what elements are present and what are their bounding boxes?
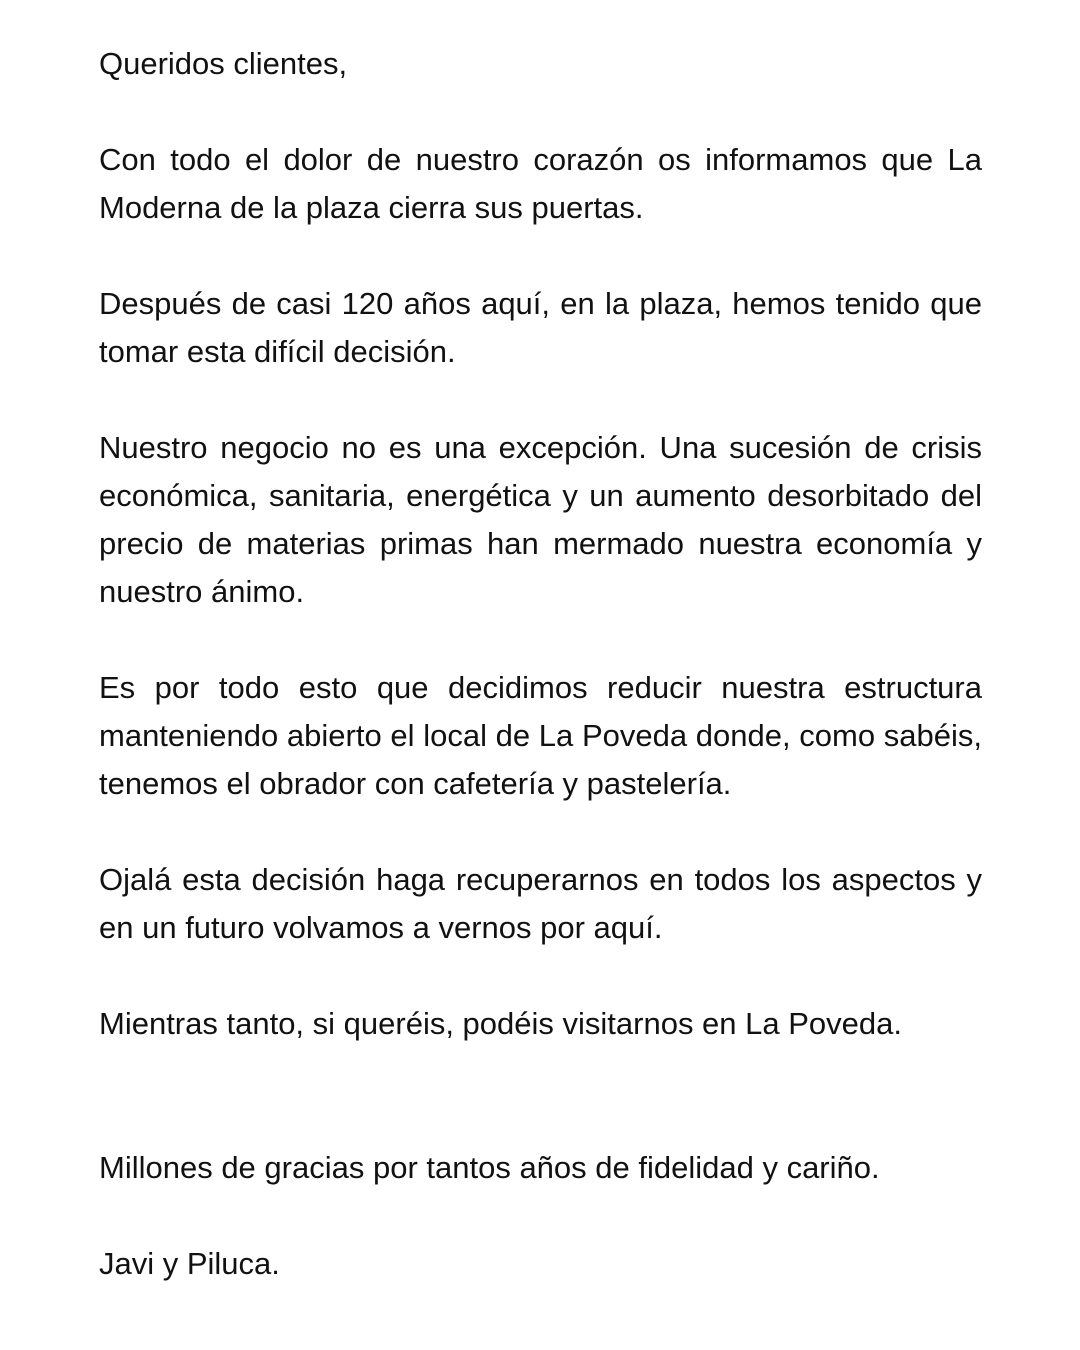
letter-signature: Javi y Piluca. (99, 1246, 280, 1281)
letter-paragraph-crisis: Nuestro negocio no es una excepción. Una sucesión de crisis económica, sanitaria, energética y un aumento desorbitado del precio de materias primas han mermado nuestra economía y nuestro ánimo. (99, 430, 982, 609)
letter-paragraph-visit: Mientras tanto, si queréis, podéis visitarnos en La Poveda. (99, 1006, 903, 1041)
letter-body (99, 40, 982, 1288)
letter-paragraph-la-poveda: Es por todo esto que decidimos reducir nuestra estructura manteniendo abierto el local de La Poveda donde, como sabéis, tenemos el obrador con cafetería y pastelería. (99, 670, 982, 801)
letter-paragraph-decision: Después de casi 120 años aquí, en la plaza, hemos tenido que tomar esta difícil decisión. (99, 286, 982, 369)
letter-thanks: Millones de gracias por tantos años de fidelidad y cariño. (99, 1150, 880, 1185)
letter-greeting: Queridos clientes, (99, 46, 348, 81)
letter-paragraph-hope: Ojalá esta decisión haga recuperarnos en todos los aspectos y en un futuro volvamos a vernos por aquí. (99, 862, 982, 945)
letter-paragraph-closing-announcement: Con todo el dolor de nuestro corazón os informamos que La Moderna de la plaza cierra sus puertas. (99, 142, 982, 225)
